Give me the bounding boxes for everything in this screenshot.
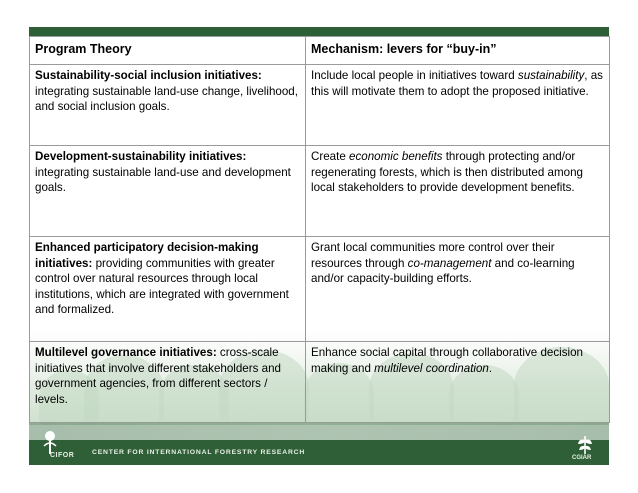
theory-cell <box>30 342 306 423</box>
cifor-wordmark: CIFOR <box>50 452 75 459</box>
mechanism-text: , as this will motivate them to adopt the proposed initiative. <box>311 69 603 98</box>
theory-lead: Enhanced participatory decision-making initiatives: <box>35 241 259 270</box>
mechanism-emphasis: multilevel coordination <box>374 361 489 375</box>
mechanism-cell <box>306 342 610 423</box>
mechanism-text: Include local people in initiatives toward <box>311 69 518 82</box>
theory-cell <box>30 237 306 342</box>
theory-text: integrating sustainable land-use and development goals. <box>35 165 291 195</box>
mechanism-text: Create <box>311 150 350 163</box>
theory-text: providing communities with greater control over natural resources through local institutions, which are integrated with government and formalized. <box>35 256 289 317</box>
program-theory-table <box>29 36 610 423</box>
table-row <box>30 342 610 423</box>
footer-org-name: CENTER FOR INTERNATIONAL FORESTRY RESEARCH <box>92 449 306 456</box>
table-row <box>30 146 610 237</box>
mechanism-cell <box>306 65 610 146</box>
mechanism-cell <box>306 237 610 342</box>
footer-photo-strip <box>29 423 609 440</box>
mechanism-emphasis: economic benefits <box>349 150 443 163</box>
theory-lead: Sustainability-social inclusion initiatives: <box>35 69 262 82</box>
mechanism-emphasis: co-management <box>407 256 492 270</box>
theory-lead: Multilevel governance initiatives: <box>35 346 217 359</box>
cgiar-leaf-icon <box>575 434 595 456</box>
theory-text: cross-scale initiatives that involve different stakeholders and government agencies, from different sectors / levels. <box>35 346 281 406</box>
mechanism-text: Enhance social capital through collaborative decision making and <box>311 346 583 375</box>
mechanism-emphasis: sustainability <box>517 69 585 82</box>
cgiar-wordmark: CGIAR <box>572 455 592 461</box>
header-mechanism: Mechanism: levers for “buy-in” <box>306 37 610 65</box>
mechanism-text: through protecting and/or regenerating forests, which is then distributed among local stakeholders to provide development benefits. <box>311 150 583 195</box>
header-program-theory: Program Theory <box>30 37 306 65</box>
theory-cell <box>30 65 306 146</box>
theory-text: integrating sustainable land-use change, livelihood, and social inclusion goals. <box>35 84 298 114</box>
table-header-row <box>30 37 610 65</box>
top-accent-bar <box>29 27 609 36</box>
theory-lead: Development-sustainability initiatives: <box>35 150 247 163</box>
mechanism-cell <box>306 146 610 237</box>
table-row <box>30 65 610 146</box>
mechanism-text: . <box>488 361 493 375</box>
mechanism-text: Grant local communities more control over their resources through <box>311 241 555 270</box>
mechanism-text: and co-learning and/or capacity-building efforts. <box>311 256 575 286</box>
table-row <box>30 237 610 342</box>
theory-cell <box>30 146 306 237</box>
